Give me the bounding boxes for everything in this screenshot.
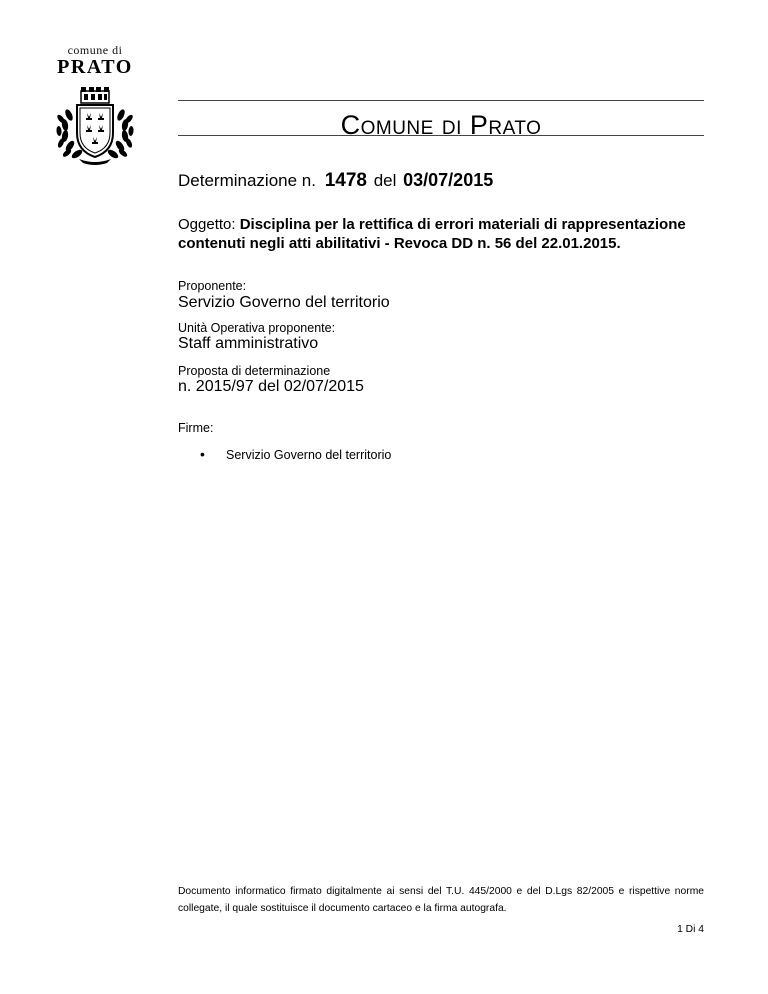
determinazione-line (178, 170, 493, 192)
page-number: 1 Di 4 (677, 924, 704, 935)
header-top-rule (178, 100, 704, 101)
unita-operativa-value: Staff amministrativo (178, 335, 319, 352)
firme-list-item (200, 446, 391, 463)
coat-of-arms-icon (55, 85, 135, 165)
oggetto-text: Disciplina per la rettifica di errori materiali di rappresentazione contenuti negli atti abilitativi - Revoca DD n. 56 del 22.01.2015. (178, 216, 686, 252)
header-bottom-rule (178, 135, 704, 136)
determinazione-date: 03/07/2015 (403, 170, 494, 190)
proponente-value: Servizio Governo del territorio (178, 294, 390, 311)
firme-item-text: Servizio Governo del territorio (226, 448, 392, 462)
unita-operativa-label: Unità Operativa proponente: (178, 321, 336, 335)
footer-note: Documento informatico firmato digitalmente ai sensi del T.U. 445/2000 e del D.Lgs 82/2005 e rispettive norme collegate, il quale sostituisce il documento cartaceo e la firma autografa. (178, 886, 704, 914)
firme-label: Firme: (178, 421, 214, 435)
proposta-label: Proposta di determinazione (178, 364, 331, 378)
municipality-logo (50, 44, 140, 165)
oggetto-block (178, 215, 708, 253)
determinazione-number: 1478 (324, 170, 367, 191)
logo-title: PRATO (57, 56, 133, 78)
page-title: COMUNE DI PRATO (340, 110, 542, 140)
logo-subtitle: comune di (67, 43, 123, 57)
oggetto-label: Oggetto: (178, 216, 236, 233)
proposta-value: n. 2015/97 del 02/07/2015 (178, 378, 364, 395)
determinazione-label: Determinazione n. (178, 171, 316, 190)
determinazione-del: del (373, 171, 397, 190)
bullet-icon: • (200, 446, 205, 462)
proponente-label: Proponente: (178, 279, 247, 293)
